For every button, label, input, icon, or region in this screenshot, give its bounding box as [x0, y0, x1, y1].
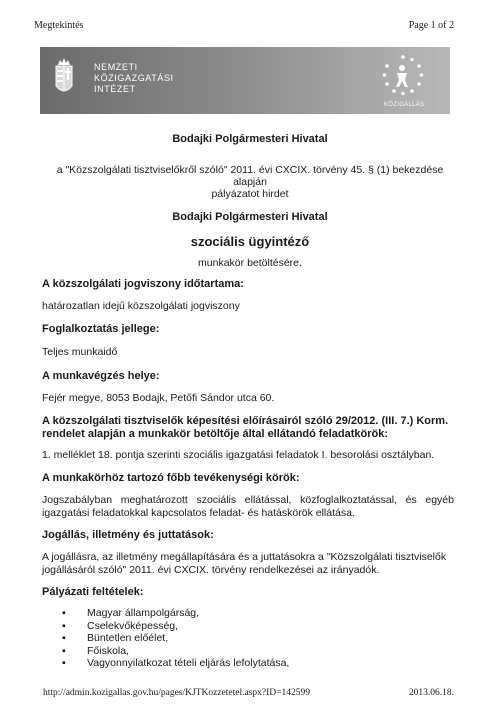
section-body: A jogállásra, az illetmény megállapítására és a juttatásokra a "Közszolgálati tisztviselők jogállásáról szóló" 2011. évi CXCIX. törvény rendelkezései az irányadók. — [42, 551, 447, 576]
section-body: Fejér megye, 8053 Bodajk, Petőfi Sándor utca 60. — [42, 392, 275, 404]
organization-title-2: Bodajki Polgármesteri Hivatal — [172, 211, 328, 223]
kozigallas-logo-icon — [380, 53, 426, 99]
section-body: határozatlan idejű közszolgálati jogviszony — [42, 300, 240, 312]
list-item: ▪ Magyar állampolgárság, — [62, 607, 200, 619]
list-item: ▪ Büntetlen előélet, — [62, 632, 169, 644]
print-header-page: Page 1 of 2 — [408, 20, 454, 31]
section-heading: A munkakörhöz tartozó főbb tevékenységi körök: — [42, 472, 300, 484]
print-footer-url: http://admin.kozigallas.gov.hu/pages/KJTKozzetetel.aspx?ID=142599 — [43, 688, 310, 698]
section-heading: Pályázati feltételek: — [42, 586, 144, 598]
section-heading: Foglalkoztatás jellege: — [42, 323, 160, 335]
position-subtitle: munkakör betöltésére. — [198, 257, 302, 269]
section-heading: Jogállás, illetmény és juttatások: — [42, 529, 214, 541]
section-heading: A közszolgálati jogviszony időtartama: — [42, 278, 244, 290]
section-body: Teljes munkaidő — [42, 346, 118, 358]
position-title: szociális ügyintéző — [190, 234, 310, 249]
section-heading: A közszolgálati tisztviselők képesítési előírásairól szóló 29/2012. (III. 7.) Korm. rendelet alapján a munkakör betöltője által ellátandó feladatkörök: — [42, 415, 449, 440]
list-item: ▪ Vagyonnyilatkozat tételi eljárás lefolytatása, — [62, 657, 290, 669]
list-item: ▪ Főiskola, — [62, 644, 130, 657]
section-heading: A munkavégzés helye: — [42, 370, 160, 382]
institute-name: NEMZETI KÖZIGAZGATÁSI INTÉZET — [94, 62, 174, 94]
institute-banner — [40, 47, 450, 114]
section-body: 1. melléklet 18. pontja szerinti szociális igazgatási feladatok I. besorolási osztályban. — [42, 449, 435, 461]
intro-text: a "Közszolgálati tisztviselőkről szóló" 2011. évi CXCIX. törvény 45. § (1) bekezdése alapján pályázatot hirdet — [56, 164, 444, 200]
section-body: Jogszabályban meghatározott szociális ellátással, közfoglalkoztatással, és egyéb igazgatási feladatokkal kapcsolatos feladat- és hatáskörök ellátása. — [42, 494, 454, 519]
print-footer-date: 2013.06.18. — [408, 688, 454, 698]
list-item: ▪ Cselekvőképesség, — [62, 619, 179, 632]
hungarian-crest-icon — [53, 56, 75, 98]
organization-title: Bodajki Polgármesteri Hivatal — [172, 133, 328, 145]
conditions-list — [62, 607, 289, 670]
kozigallas-label: KÖZIGÁLLÁS — [384, 102, 425, 108]
print-header-title: Megtekintés — [34, 20, 84, 31]
